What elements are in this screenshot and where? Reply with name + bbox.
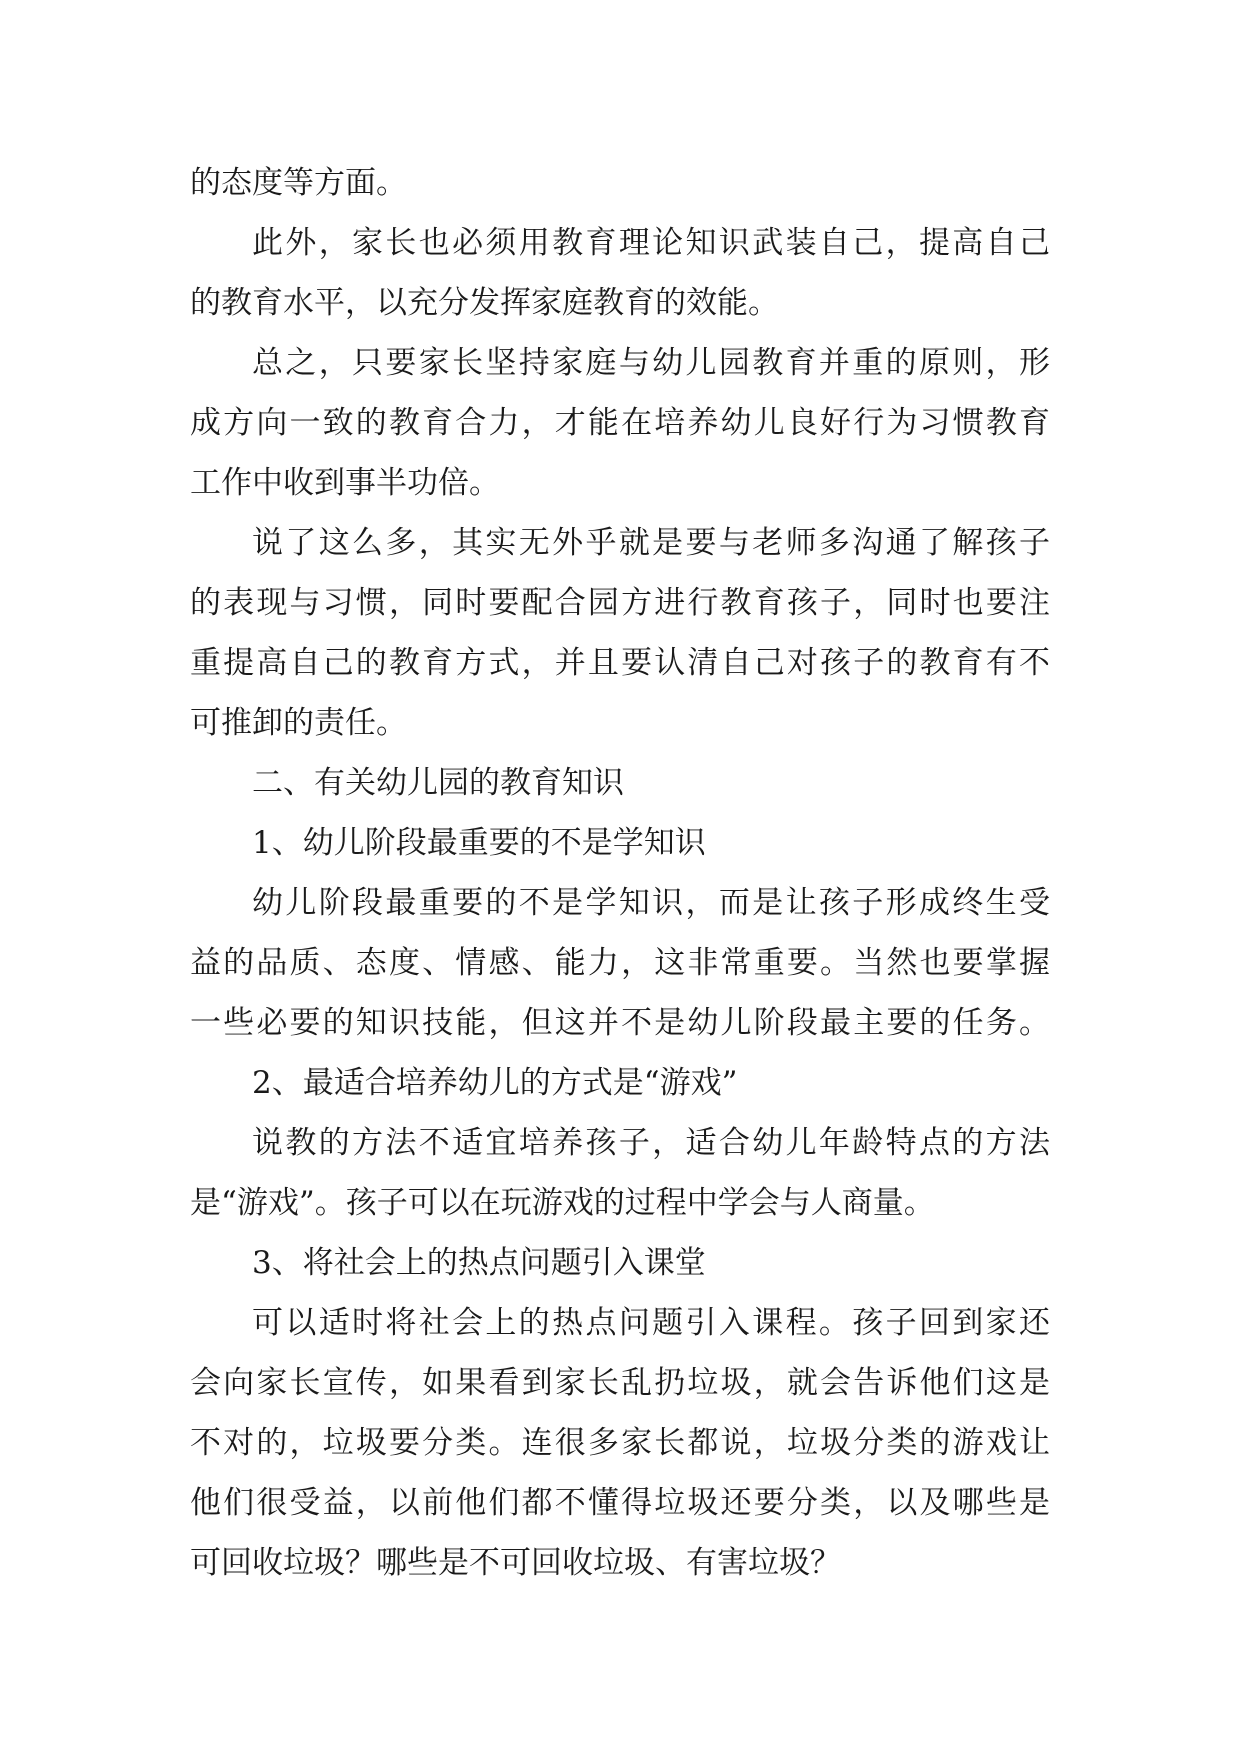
- text-line: 重提高自己的教育方式，并且要认清自己对孩子的教育有不: [190, 645, 1050, 681]
- text-line: 可推卸的责任。: [190, 705, 407, 741]
- text-line: 的教育水平，以充分发挥家庭教育的效能。: [190, 285, 779, 321]
- text-line: 可回收垃圾？哪些是不可回收垃圾、有害垃圾？: [190, 1545, 841, 1581]
- text-line: 益的品质、态度、情感、能力，这非常重要。当然也要掌握: [190, 945, 1050, 981]
- text-line: 他们很受益，以前他们都不懂得垃圾还要分类，以及哪些是: [190, 1485, 1050, 1521]
- text-line: 是“游戏”。孩子可以在玩游戏的过程中学会与人商量。: [190, 1185, 935, 1221]
- text-line: 说教的方法不适宜培养孩子，适合幼儿年龄特点的方法: [252, 1125, 1050, 1161]
- text-line: 的态度等方面。: [190, 165, 407, 201]
- text-line: 可以适时将社会上的热点问题引入课程。孩子回到家还: [252, 1305, 1050, 1341]
- text-line: 幼儿阶段最重要的不是学知识，而是让孩子形成终生受: [252, 885, 1050, 921]
- section-heading: 二、有关幼儿园的教育知识: [252, 765, 624, 801]
- text-line: 总之，只要家长坚持家庭与幼儿园教育并重的原则，形: [252, 345, 1050, 381]
- subsection-heading: 2、最适合培养幼儿的方式是“游戏”: [252, 1065, 738, 1101]
- text-line: 一些必要的知识技能，但这并不是幼儿阶段最主要的任务。: [190, 1005, 1050, 1041]
- subsection-heading: 3、将社会上的热点问题引入课堂: [252, 1245, 706, 1281]
- text-line: 工作中收到事半功倍。: [190, 465, 500, 501]
- subsection-heading: 1、幼儿阶段最重要的不是学知识: [252, 825, 706, 861]
- body-text: [190, 153, 1050, 1593]
- text-line: 说了这么多，其实无外乎就是要与老师多沟通了解孩子: [252, 525, 1050, 561]
- text-line: 成方向一致的教育合力，才能在培养幼儿良好行为习惯教育: [190, 405, 1050, 441]
- text-line: 会向家长宣传，如果看到家长乱扔垃圾，就会告诉他们这是: [190, 1365, 1050, 1401]
- text-line: 此外，家长也必须用教育理论知识武装自己，提高自己: [252, 225, 1050, 261]
- text-line: 的表现与习惯，同时要配合园方进行教育孩子，同时也要注: [190, 585, 1050, 621]
- text-line: 不对的，垃圾要分类。连很多家长都说，垃圾分类的游戏让: [190, 1425, 1050, 1461]
